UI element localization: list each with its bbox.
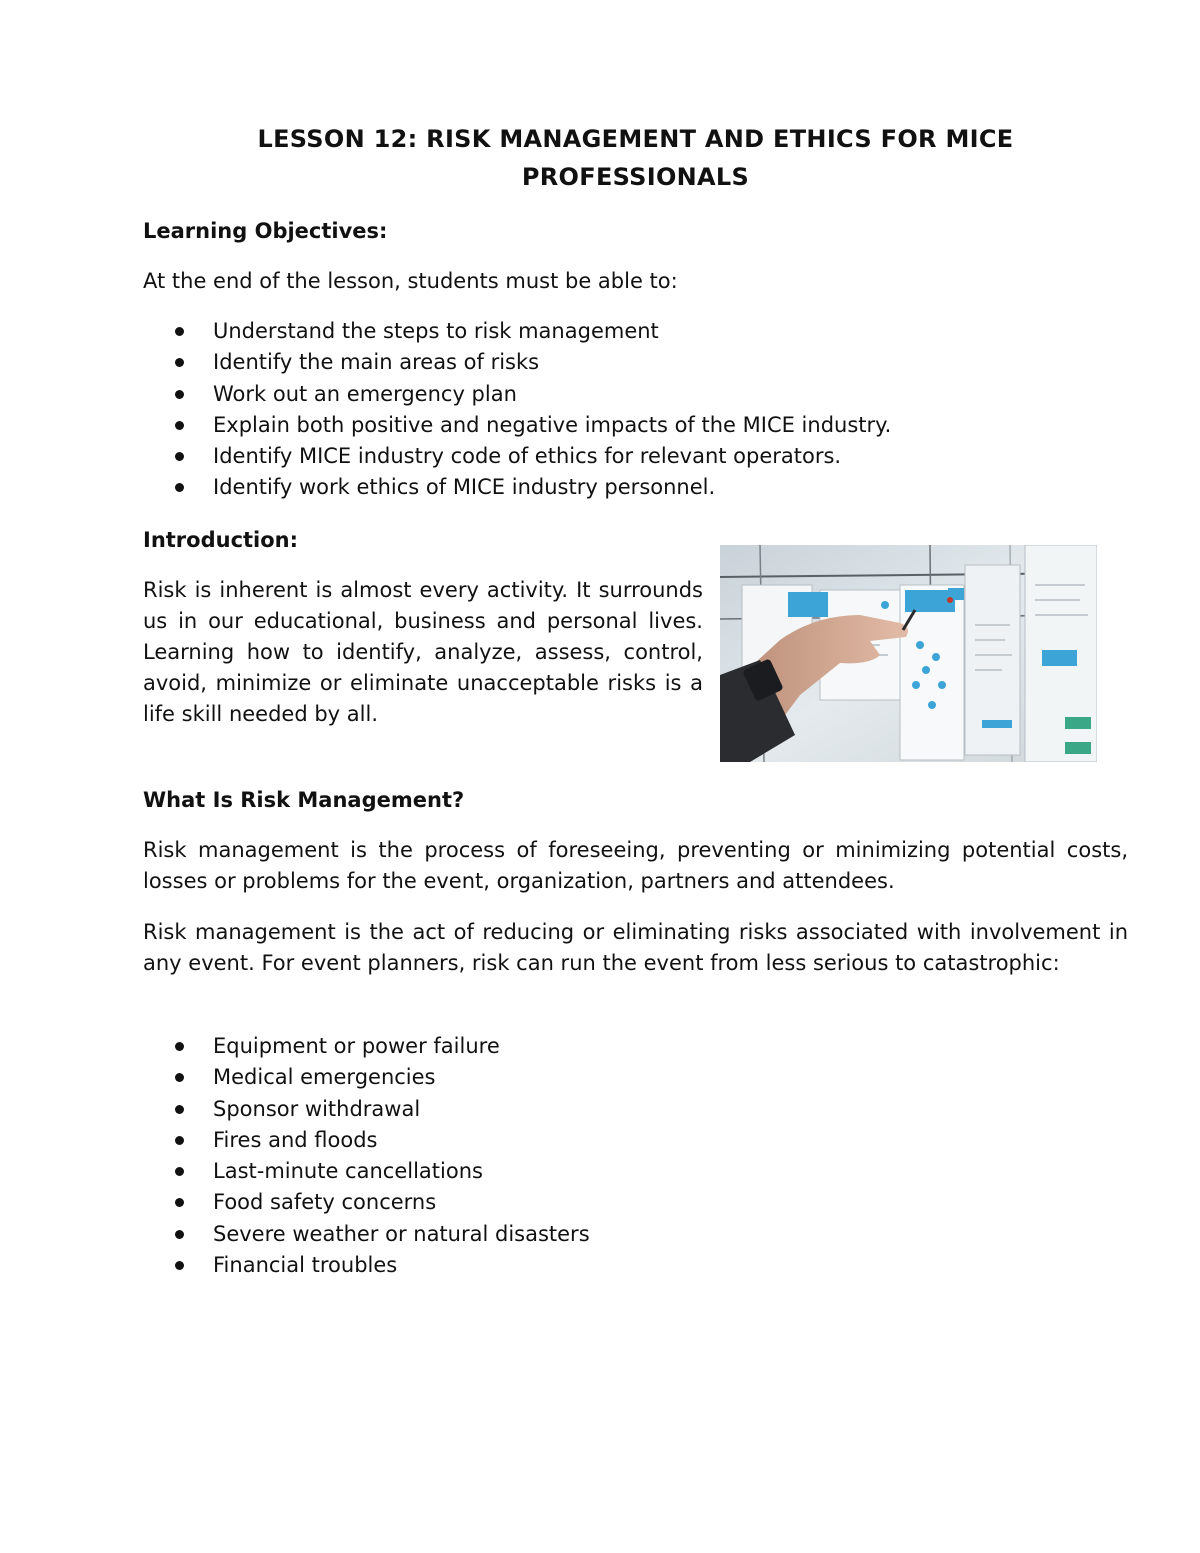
list-item: Explain both positive and negative impacts of the MICE industry. [143,410,891,441]
risk-act-paragraph: Risk management is the act of reducing or eliminating risks associated with involvement in any event. For event planners, risk can run the event from less serious to catastrophic: [143,920,1128,975]
list-item: Last-minute cancellations [143,1156,590,1187]
list-item: Identify work ethics of MICE industry personnel. [143,472,891,503]
bullet-icon [175,1230,184,1239]
bullet-icon [175,390,184,399]
list-item: Identify MICE industry code of ethics for relevant operators. [143,441,891,472]
bullet-icon [175,1105,184,1114]
objectives-list [143,316,891,504]
bullet-icon [175,421,184,430]
bullet-icon [175,1198,184,1207]
what-is-risk-heading: What Is Risk Management? [143,788,465,812]
list-item: Medical emergencies [143,1062,590,1093]
bullet-icon [175,1261,184,1270]
learning-objectives-intro: At the end of the lesson, students must be able to: [143,269,678,293]
list-item: Severe weather or natural disasters [143,1219,590,1250]
list-item: Understand the steps to risk management [143,316,891,347]
list-item: Sponsor withdrawal [143,1094,590,1125]
introduction-heading: Introduction: [143,528,299,552]
bullet-icon [175,1073,184,1082]
risk-definition-paragraph: Risk management is the process of foreseeing, preventing or minimizing potential costs, losses or problems for the event, organization, partners and attendees. [143,838,1128,893]
bullet-icon [175,1136,184,1145]
bullet-icon [175,452,184,461]
bullet-icon [175,1042,184,1051]
list-item: Equipment or power failure [143,1031,590,1062]
list-item: Food safety concerns [143,1187,590,1218]
bullet-icon [175,358,184,367]
list-item: Financial troubles [143,1250,590,1281]
learning-objectives-heading: Learning Objectives: [143,219,388,243]
bullet-icon [175,483,184,492]
risk-examples-list [143,1031,590,1281]
bullet-icon [175,327,184,336]
list-item: Fires and floods [143,1125,590,1156]
planning-board-photo [720,545,1097,762]
bullet-icon [175,1167,184,1176]
list-item: Identify the main areas of risks [143,347,891,378]
page-title: LESSON 12: RISK MANAGEMENT AND ETHICS FOR MICE PROFESSIONALS [257,125,1014,191]
list-item: Work out an emergency plan [143,379,891,410]
introduction-text: Risk is inherent is almost every activity. It surrounds us in our educational, business and personal lives. Learning how to identify, analyze, assess, control, avoid, minimize or eliminate unacceptable risks is a life skill needed by all. [143,578,703,726]
